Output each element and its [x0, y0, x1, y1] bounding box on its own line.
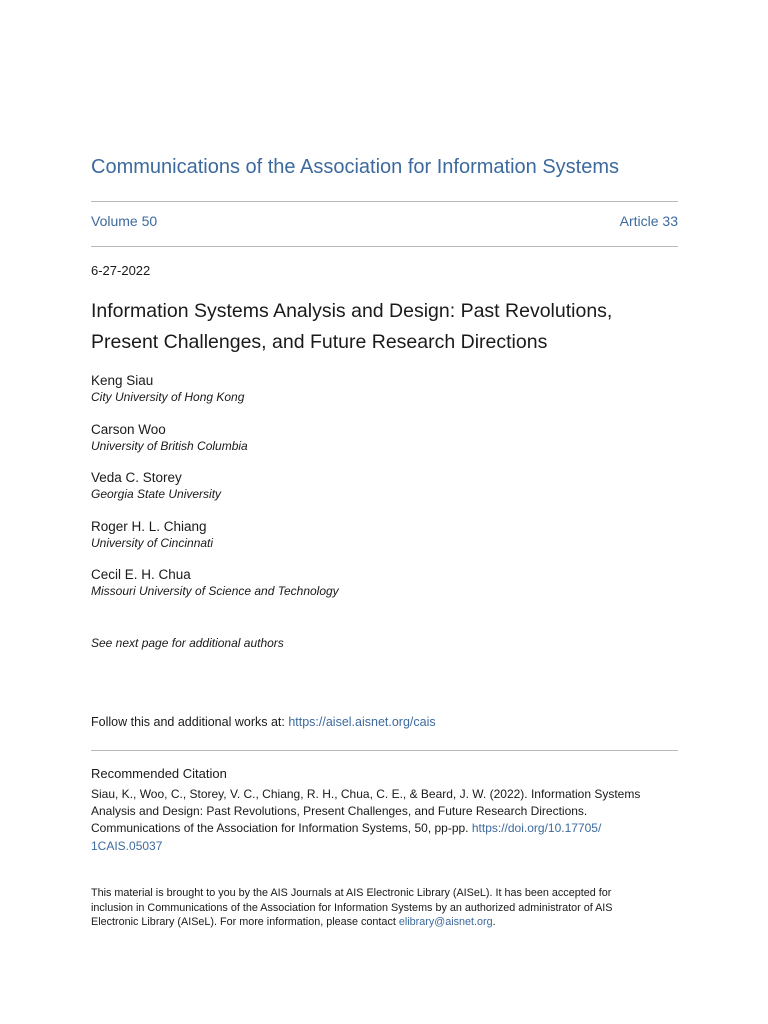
author-entry [91, 566, 339, 615]
volume-link[interactable]: Volume 50 [91, 213, 158, 229]
doi-link[interactable]: https://doi.org/10.17705/ [471, 821, 602, 836]
article-link[interactable]: Article 33 [619, 213, 678, 229]
publication-date: 6-27-2022 [91, 263, 151, 278]
footer-line3: Electronic Library (AISeL). For more information, please contact [91, 916, 399, 929]
citation-line2: Analysis and Design: Past Revolutions, Present Challenges, and Future Research Directions. [91, 804, 588, 819]
additional-authors-note: See next page for additional authors [91, 636, 284, 650]
author-affiliation: Georgia State University [91, 487, 222, 501]
author-affiliation: City University of Hong Kong [91, 390, 245, 404]
author-entry [91, 421, 339, 470]
author-affiliation: University of British Columbia [91, 438, 248, 453]
recommended-citation-heading: Recommended Citation [91, 766, 227, 781]
citation-text [91, 786, 651, 855]
footer-line1: This material is brought to you by the AIS Journals at AIS Electronic Library (AISeL). It has been accepted for [91, 887, 612, 899]
follow-prefix: Follow this and additional works at: [91, 715, 289, 729]
author-affiliation: University of Cincinnati [91, 535, 214, 550]
follow-line [91, 715, 436, 729]
author-entry [91, 469, 339, 518]
citation-line1: Siau, K., Woo, C., Storey, V. C., Chiang, R. H., Chua, C. E., & Beard, J. W. (2022). Information Systems [91, 787, 641, 801]
footer-period: . [492, 916, 496, 929]
paper-title-line1: Information Systems Analysis and Design: Past Revolutions, [91, 300, 613, 322]
journal-title-link[interactable]: Communications of the Association for Information Systems [91, 156, 620, 178]
repository-link[interactable]: https://aisel.aisnet.org/cais [288, 715, 436, 729]
cover-page [91, 0, 678, 1024]
footer-line2: inclusion in Communications of the Association for Information Systems by an authorized administrator of AIS [91, 901, 613, 914]
author-affiliation: Missouri University of Science and Technology [91, 584, 339, 598]
footer-notice [91, 886, 671, 930]
author-name: Keng Siau [91, 373, 154, 388]
citation-line3: Communications of the Association for Information Systems, 50, pp-pp. [91, 821, 472, 836]
divider [91, 246, 678, 247]
author-name: Roger H. L. Chiang [91, 518, 207, 534]
author-entry [91, 372, 339, 421]
author-name: Cecil E. H. Chua [91, 567, 191, 582]
divider [91, 750, 678, 751]
author-name: Carson Woo [91, 421, 166, 437]
contact-email-link[interactable]: elibrary@aisnet.org [398, 916, 493, 929]
paper-title [91, 296, 678, 358]
divider [91, 201, 678, 202]
paper-title-line2: Present Challenges, and Future Research Directions [91, 331, 548, 353]
volume-article-row [91, 213, 678, 229]
author-entry [91, 518, 339, 567]
author-list [91, 372, 339, 615]
author-name: Veda C. Storey [91, 470, 182, 485]
doi-link-continued[interactable]: 1CAIS.05037 [91, 838, 163, 853]
